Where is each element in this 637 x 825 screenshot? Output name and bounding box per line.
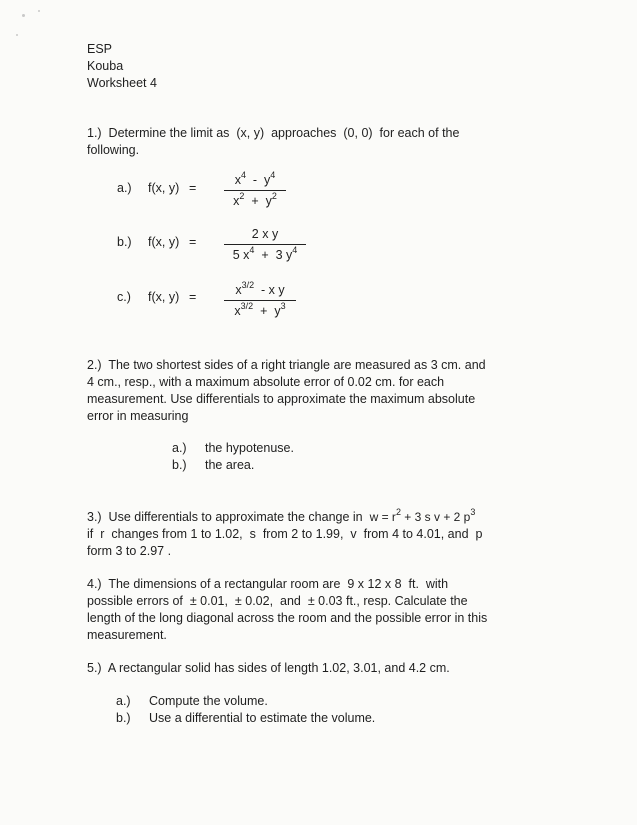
fraction-c [224, 282, 296, 319]
question-5-line-1 [87, 660, 450, 677]
equals-sign: = [189, 235, 197, 249]
question-text: The dimensions of a rectangular room are [108, 577, 341, 591]
scan-speck [38, 10, 40, 12]
part-label: a.) [117, 181, 132, 195]
numerator: 2 x y [251, 227, 279, 241]
part-text: Use a differential to estimate the volume. [149, 711, 376, 725]
math-value: (0, 0) [343, 126, 373, 140]
question-4-line-4: measurement. [87, 628, 167, 642]
question-2-line-2: 4 cm., resp., with a maximum absolute error of 0.02 cm. for each [87, 375, 445, 389]
course-name: ESP [87, 42, 113, 56]
question-text: changes from 1 to 1.02, [111, 527, 243, 541]
unit-label: ft. [408, 577, 419, 591]
math-value: 9 x 12 x 8 [347, 577, 402, 591]
function-name: f(x, y) [148, 290, 180, 304]
fraction-a [224, 172, 286, 209]
equals-sign: = [189, 181, 197, 195]
question-text: and [280, 594, 301, 608]
question-2-line-4: error in measuring [87, 409, 189, 423]
numerator: $x^4 - y^4$ [234, 170, 276, 187]
question-text: approaches [271, 126, 337, 140]
error-value: ± 0.01, [189, 594, 228, 608]
question-text: with [425, 577, 449, 591]
question-3-line-1 [87, 509, 475, 526]
question-number: 2.) [87, 358, 102, 372]
question-4-line-1 [87, 576, 448, 593]
question-text: ft., resp. Calculate the [345, 594, 468, 608]
denominator: $x^{3/2} + y^3$ [234, 301, 286, 318]
part-label: b.) [172, 458, 187, 472]
question-text: from 2 to 1.99, [262, 527, 344, 541]
question-3-line-3: form 3 to 2.97 . [87, 544, 172, 558]
function-name: f(x, y) [148, 181, 180, 195]
function-name: f(x, y) [148, 235, 180, 249]
equals-sign: = [189, 290, 197, 304]
question-2-line-1 [87, 357, 486, 374]
part-label: c.) [117, 290, 131, 304]
part-text: Compute the volume. [149, 694, 268, 708]
question-1-line-1 [87, 125, 459, 142]
math-variable: v [350, 527, 357, 541]
worksheet-title: Worksheet 4 [87, 76, 157, 90]
denominator: 5 $x^4 + 3$ $y^4$ [232, 245, 298, 262]
question-text: Use differentials to approximate the change in [108, 510, 363, 524]
scan-speck [16, 34, 18, 36]
math-variable: (x, y) [236, 126, 265, 140]
question-text: for each of the [379, 126, 460, 140]
math-variable: s [249, 527, 256, 541]
question-text: The two shortest sides of a right triangle are measured as 3 cm. and [108, 358, 486, 372]
question-text: A rectangular solid has sides of length 1.02, 3.01, and 4.2 cm. [107, 661, 450, 675]
part-label: b.) [116, 711, 131, 725]
error-value: ± 0.02, [234, 594, 274, 608]
question-3-line-2 [87, 526, 482, 543]
denominator: $x^2 + y^2$ [233, 191, 277, 208]
question-text: Determine the limit as [108, 126, 230, 140]
instructor-name: Kouba [87, 59, 124, 73]
scan-speck [22, 14, 25, 17]
math-variable: p [475, 527, 483, 541]
error-value: ± 0.03 [307, 594, 343, 608]
question-1-line-2: following. [87, 143, 140, 157]
question-number: 1.) [87, 126, 102, 140]
part-text: the hypotenuse. [205, 441, 294, 455]
part-label: a.) [172, 441, 187, 455]
part-label: b.) [117, 235, 132, 249]
question-2-line-3: measurement. Use differentials to approximate the maximum absolute [87, 392, 476, 406]
question-number: 5.) [87, 661, 102, 675]
numerator: $x^{3/2}$ - x y [235, 280, 285, 297]
question-number: 4.) [87, 577, 102, 591]
question-4-line-2 [87, 593, 468, 610]
part-text: the area. [205, 458, 255, 472]
fraction-b [224, 226, 306, 263]
question-text: from 4 to 4.01, and [363, 527, 469, 541]
question-number: 3.) [87, 510, 102, 524]
question-text: possible errors of [87, 594, 183, 608]
math-equation: $w = r^2 + 3$ s v + 2 $p^3$ [369, 507, 476, 524]
question-text: if [87, 527, 94, 541]
question-4-line-3: length of the long diagonal across the room and the possible error in this [87, 611, 488, 625]
part-label: a.) [116, 694, 131, 708]
math-variable: r [100, 527, 105, 541]
